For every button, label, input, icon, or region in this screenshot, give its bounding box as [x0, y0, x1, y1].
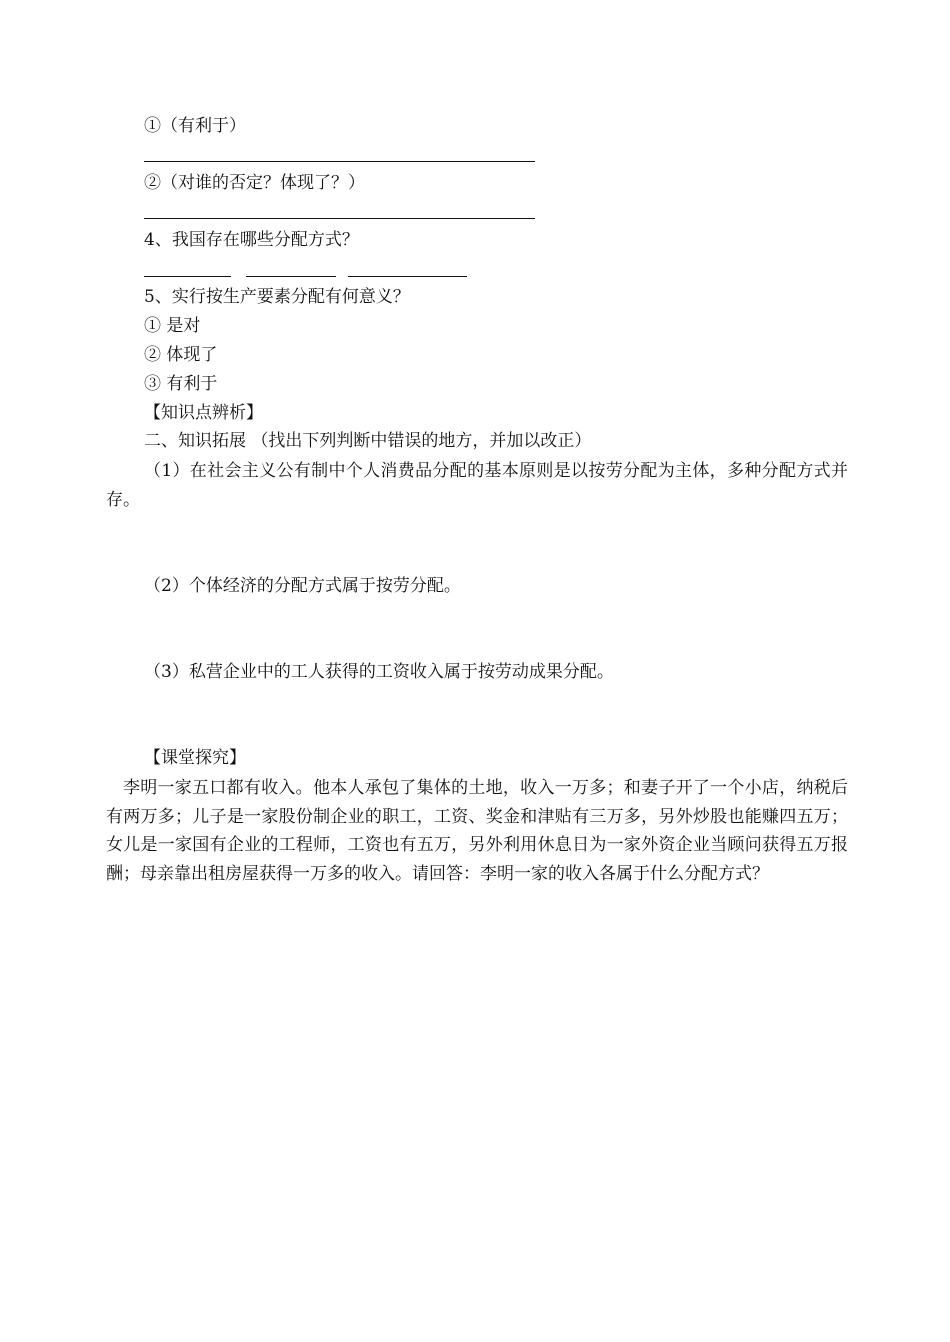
question-5-sub-1: ① 是对 [144, 316, 201, 336]
section-heading-extension: 二、知识拓展 （找出下列判断中错误的地方，并加以改正） [144, 431, 592, 451]
question-4: 4、我国存在哪些分配方式？ [144, 230, 359, 250]
judgment-item-1: （1）在社会主义公有制中个人消费品分配的基本原则是以按劳分配为主体，多种分配方式并存。 [106, 461, 848, 510]
answer-blank-line [144, 161, 535, 162]
inquiry-passage: 李明一家五口都有收入。他本人承包了集体的土地，收入一万多；和妻子开了一个小店，纳税后有两万多；儿子是一家股份制企业的职工，工资、奖金和津贴有三万多，另外炒股也能赚四五万；女儿是一家国有企业的工程师，工资也有五万，另外利用休息日为一家外资企业当顾问获得五万报酬；母亲靠出租房屋获得一万多的收入。请回答：李明一家的收入各属于什么分配方式？ [106, 778, 848, 884]
section-heading-inquiry: 【课堂探究】 [144, 748, 246, 768]
judgment-item-3: （3）私营企业中的工人获得的工资收入属于按劳动成果分配。 [144, 662, 614, 682]
section-heading-analysis: 【知识点辨析】 [144, 403, 263, 423]
question-5-sub-2: ② 体现了 [144, 345, 218, 365]
answer-blank-line [246, 276, 336, 277]
judgment-item-2: （2）个体经济的分配方式属于按劳分配。 [144, 576, 461, 596]
question-3-sub-2: ②（对谁的否定？体现了？） [144, 173, 365, 193]
question-5: 5、实行按生产要素分配有何意义？ [144, 287, 410, 307]
answer-blank-line [348, 276, 467, 277]
question-5-sub-3: ③ 有利于 [144, 374, 218, 394]
question-3-sub-1: ①（有利于） [144, 116, 246, 136]
answer-blank-line [144, 276, 231, 277]
answer-blank-line [144, 218, 535, 219]
